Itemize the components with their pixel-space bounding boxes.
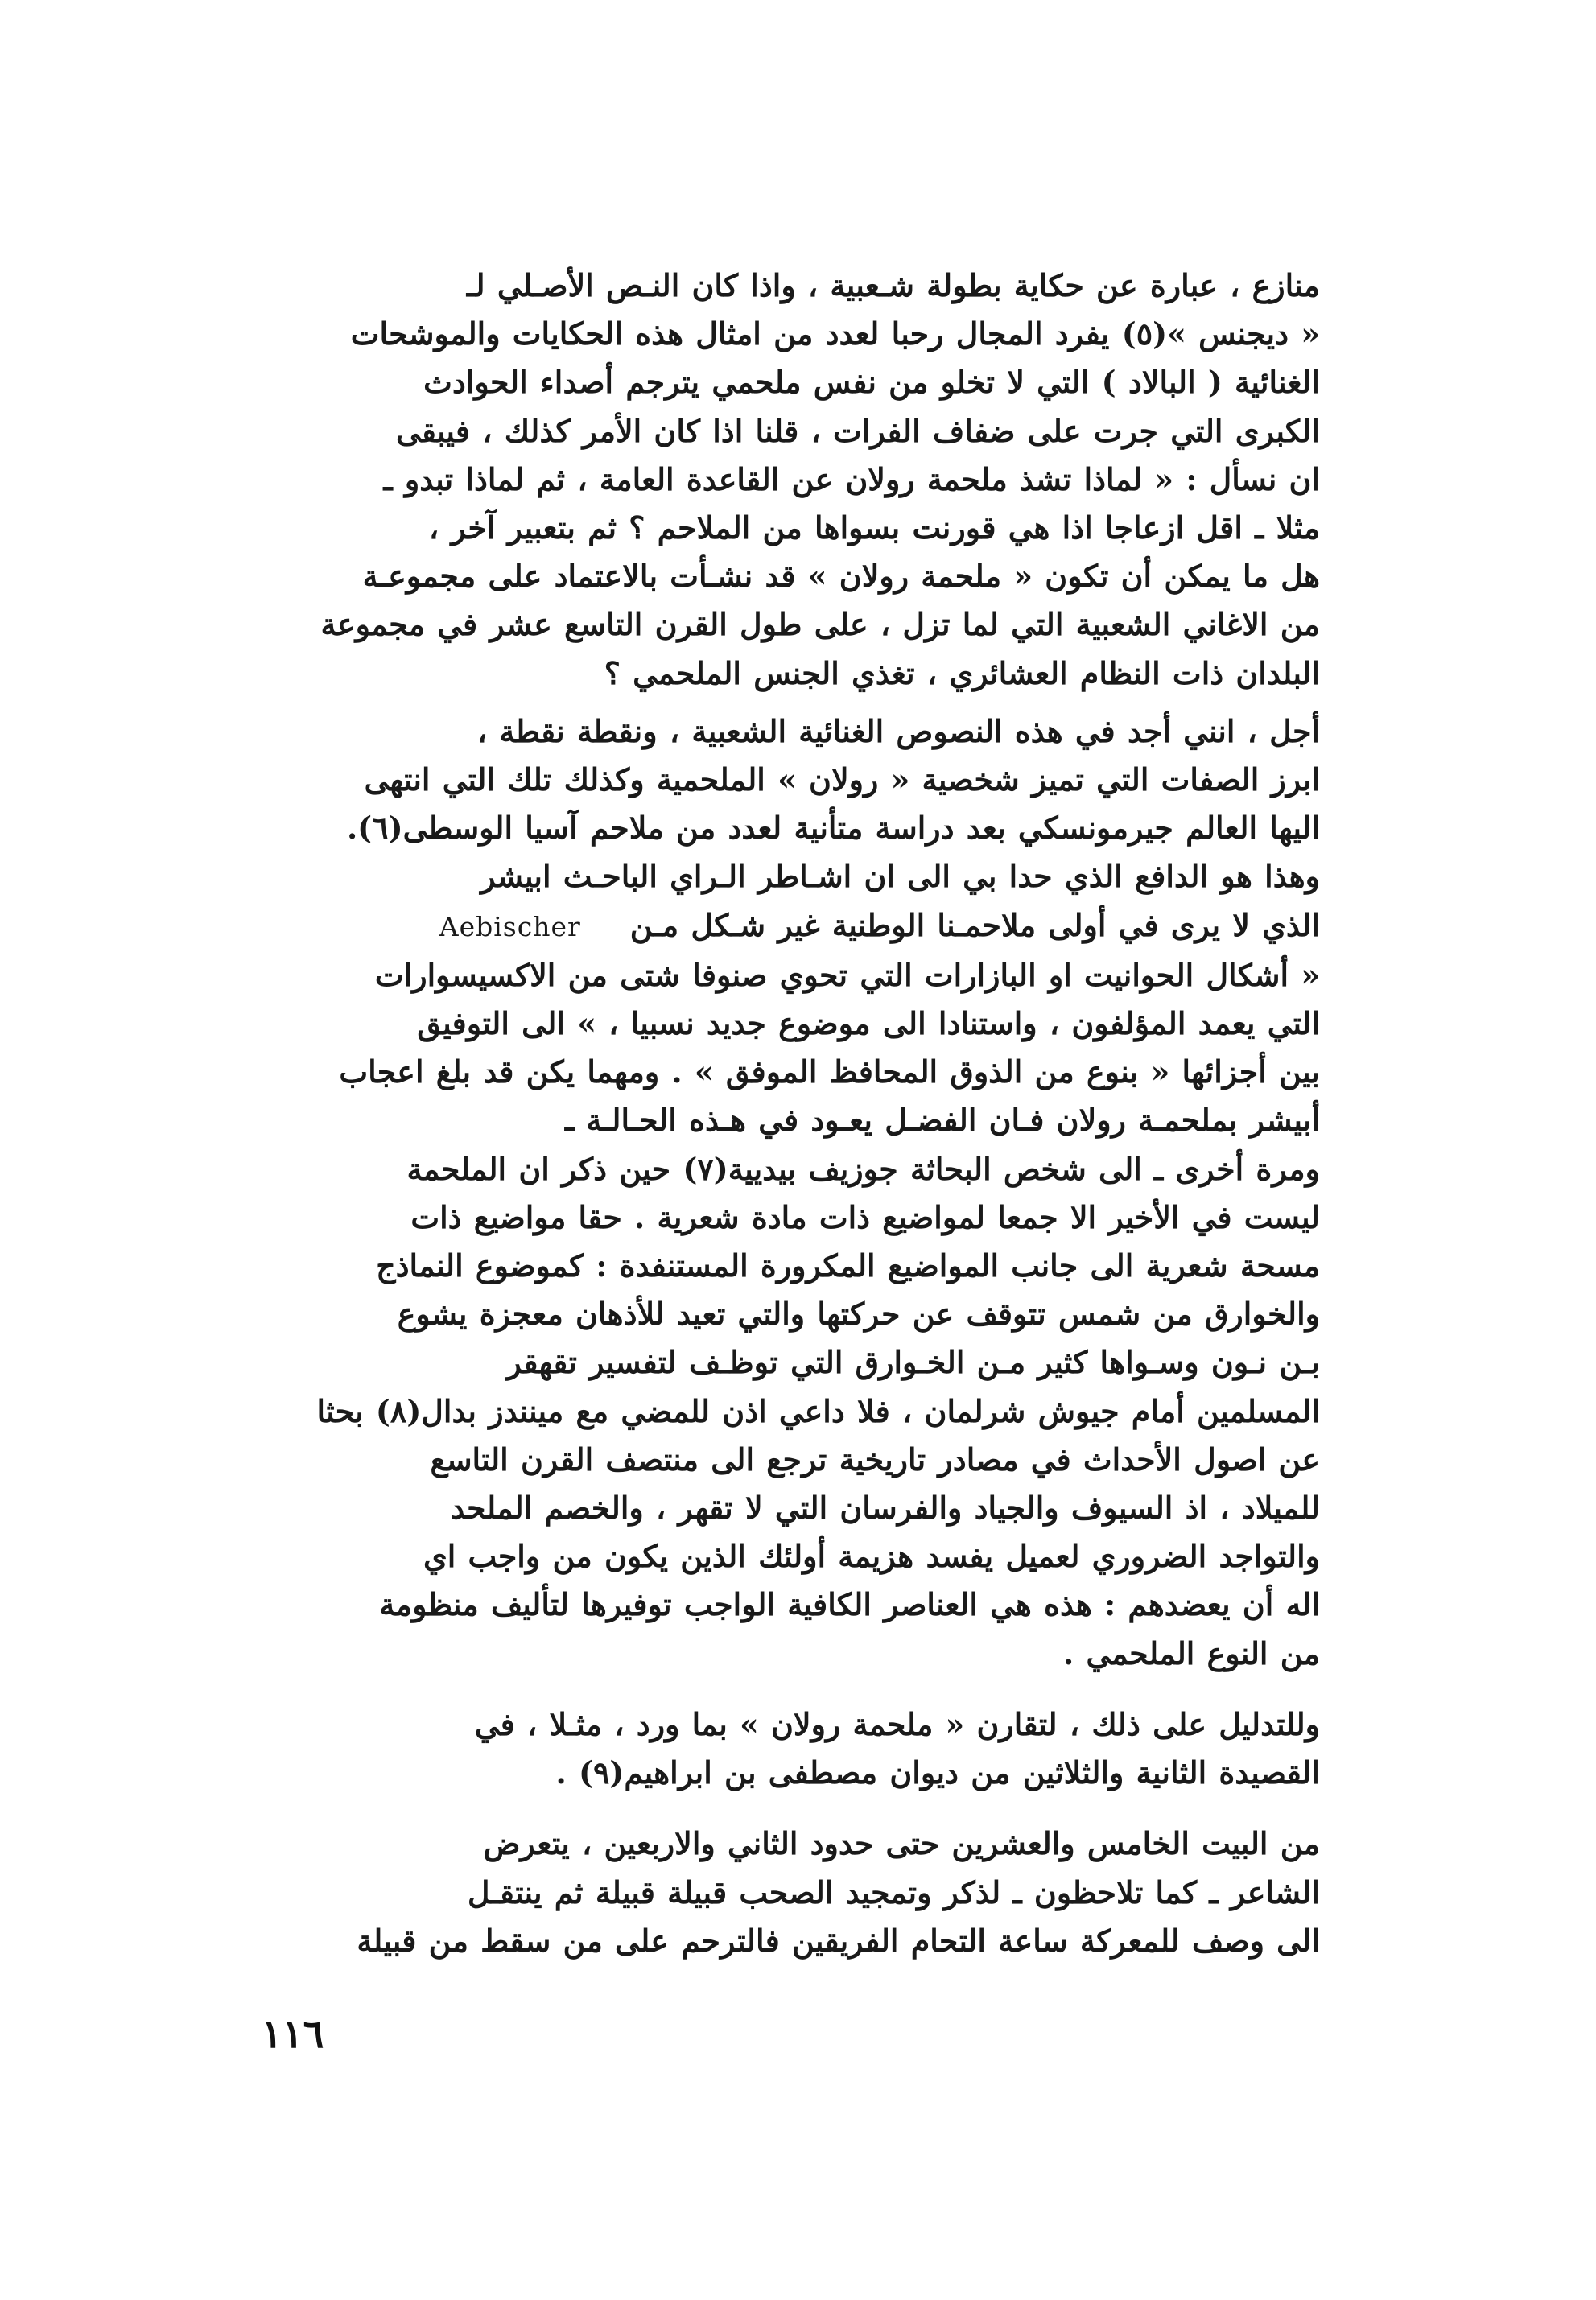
text-line: الغنائية ( البالاد ) التي لا تخلو من نفس ملحمي يترجم أصداء الحوادث bbox=[423, 364, 1320, 401]
text-line: والتواجد الضروري لعميل يفسد هزيمة أولئك الذين يكون من واجب اي bbox=[423, 1538, 1320, 1575]
text-line: للميلاد ، اذ السيوف والجياد والفرسان التي لا تقهر ، والخصم الملحد bbox=[451, 1490, 1320, 1527]
text-line: ان نسأل : « لماذا تشذ ملحمة رولان عن القاعدة العامة ، ثم لماذا تبدو ـ bbox=[383, 460, 1320, 497]
text-line: من البيت الخامس والعشرين حتى حدود الثاني والاربعين ، يتعرض bbox=[483, 1825, 1320, 1862]
text-line: « ديجنس »(٥) يفرد المجال رحبا لعدد من امثال هذه الحكايات والموشحات bbox=[350, 315, 1320, 352]
text-line: من الاغاني الشعبية التي لما تزل ، على طول القرن التاسع عشر في مجموعة bbox=[320, 606, 1320, 643]
text-line: والخوارق من شمس تتوقف عن حركتها والتي تعيد للأذهان معجزة يشوع bbox=[397, 1296, 1320, 1333]
text-line: الشاعر ـ كما تلاحظون ـ لذكر وتمجيد الصحب قبيلة قبيلة ثم ينتقـل bbox=[467, 1873, 1320, 1910]
text-line: الكبرى التي جرت على ضفاف الفرات ، قلنا اذا كان الأمر كذلك ، فيبقى bbox=[396, 412, 1320, 449]
text-line: « أشكال الحوانيت او البازارات التي تحوي صنوفا شتى من الاكسيسوارات bbox=[374, 956, 1320, 993]
text-line: البلدان ذات النظام العشائري ، تغذي الجنس الملحمي ؟ bbox=[604, 654, 1320, 691]
text-line: ليست في الأخير الا جمعا لمواضيع ذات مادة شعرية . حقا مواضيع ذات bbox=[410, 1198, 1320, 1235]
text-line: بـن نـون وسـواها كثير مـن الخـوارق التي توظـف لتفسير تقهقر bbox=[506, 1344, 1320, 1381]
text-line: عن اصول الأحداث في مصادر تاريخية ترجع الى منتصف القرن التاسع bbox=[430, 1441, 1320, 1478]
text-line: وهذا هو الدافع الذي حدا بي الى ان اشـاطر الـراي الباحـث ابيشر bbox=[480, 858, 1320, 895]
page-number: ١١٦ bbox=[262, 2012, 324, 2057]
text-line: هل ما يمكن أن تكون « ملحمة رولان » قد نشـأت بالاعتماد على مجموعـة bbox=[362, 558, 1320, 595]
text-line: ابرز الصفات التي تميز شخصية « رولان » الملحمية وكذلك تلك التي انتهى bbox=[364, 761, 1320, 798]
text-line: بين أجزائها « بنوع من الذوق المحافظ الموفق » . ومهما يكن قد بلغ اعجاب bbox=[339, 1053, 1320, 1090]
paragraph-2 bbox=[258, 707, 1320, 1678]
text-line: الى وصف للمعركة ساعة التحام الفريقين فالترحم على من سقط من قبيلة bbox=[357, 1922, 1320, 1959]
text-line-with-latin-name bbox=[258, 901, 1320, 951]
paragraph-4 bbox=[258, 1820, 1320, 1965]
text-line: من النوع الملحمي . bbox=[1063, 1634, 1320, 1671]
text-line: القصيدة الثانية والثلاثين من ديوان مصطفى بن ابراهيم(٩) . bbox=[555, 1754, 1320, 1791]
text-line: اليها العالم جيرمونسكي بعد دراسة متأنية لعدد من ملاحم آسيا الوسطى(٦). bbox=[346, 810, 1320, 847]
text-line: وللتدليل على ذلك ، لتقارن « ملحمة رولان » بما ورد ، مثـلا ، في bbox=[474, 1705, 1320, 1742]
text-line-arabic-part: الذي لا يرى في أولى ملاحمـنا الوطنية غير شـكل مـن bbox=[629, 906, 1320, 943]
body-text bbox=[258, 262, 1320, 1965]
paragraph-1 bbox=[258, 262, 1320, 698]
text-line: اله أن يعضدهم : هذه هي العناصر الكافية الواجب توفيرها لتأليف منظومة bbox=[379, 1586, 1320, 1623]
text-line: ومرة أخرى ـ الى شخص البحاثة جوزيف بيديية(٧) حين ذكر ان الملحمة bbox=[406, 1150, 1320, 1187]
text-line: المسلمين أمام جيوش شرلمان ، فلا داعي اذن للمضي مع مينندز بدال(٨) بحثا bbox=[316, 1392, 1320, 1429]
text-line: أبيشر بملحمـة رولان فـان الفضـل يعـود في هـذه الحـالـة ـ bbox=[565, 1102, 1320, 1139]
text-line: منازع ، عبارة عن حكاية بطولة شـعبية ، واذا كان النـص الأصـلي لـ bbox=[466, 267, 1320, 303]
text-line: التي يعمد المؤلفون ، واستنادا الى موضوع جديد نسبيا ، » الى التوفيق bbox=[417, 1005, 1320, 1042]
text-line: أجل ، انني أجد في هذه النصوص الغنائية الشعبية ، ونقطة نقطة ، bbox=[476, 712, 1320, 749]
latin-author-name: Aebischer bbox=[439, 910, 581, 942]
text-line: مثلا ـ اقل ازعاجا اذا هي قورنت بسواها من الملاحم ؟ ثم بتعبير آخر ، bbox=[428, 509, 1320, 546]
text-line: مسحة شعرية الى جانب المواضيع المكرورة المستنفدة : كموضوع النماذج bbox=[376, 1247, 1320, 1284]
paragraph-3 bbox=[258, 1700, 1320, 1797]
